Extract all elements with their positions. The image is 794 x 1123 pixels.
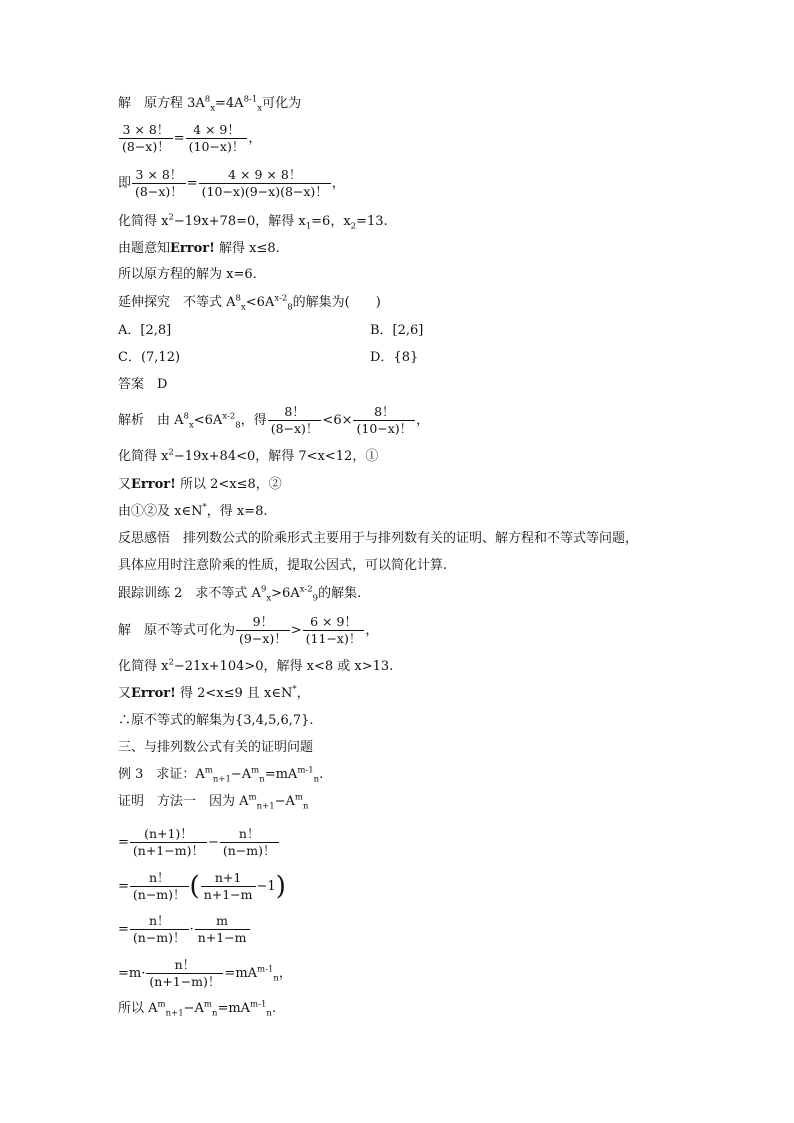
subscript: x: [188, 420, 194, 431]
text: =mA: [217, 1001, 251, 1016]
text: =6，x: [311, 214, 351, 229]
text: 证明 方法一 因为 A: [118, 794, 249, 809]
numerator: 3 × 8！: [132, 167, 186, 184]
reflection-line-1: 反思感悟 排列数公式的阶乘形式主要用于与排列数有关的证明、解方程和不等式等问题，: [118, 531, 639, 546]
text: 解 原方程 3A: [118, 96, 205, 111]
text: 解 原不等式可化为: [118, 623, 236, 638]
superscript: m-1: [257, 964, 274, 975]
simplify-line-12: [118, 448, 378, 466]
solution-line-1: [118, 95, 301, 113]
options-row-2: [118, 349, 678, 367]
text: 得 2<x≤9 且 x∈N: [175, 686, 293, 701]
denominator: (10−x)！: [356, 421, 413, 436]
reflection-line-2: 具体应用时注意阶乘的性质，提取公因式，可以简化计算.: [118, 558, 448, 573]
numerator: m: [195, 913, 250, 930]
text: 所以 A: [118, 1001, 158, 1016]
text: 又: [118, 686, 132, 701]
fraction: [119, 122, 173, 155]
superscript: 2: [168, 447, 174, 458]
denominator: (11−x)！: [305, 631, 362, 646]
subscript: n: [273, 973, 279, 984]
equals-sign: =: [118, 922, 129, 937]
equals-sign: =: [186, 176, 198, 191]
equation-line-3: [118, 167, 345, 200]
denominator: (n−m)！: [222, 843, 276, 858]
numerator: n！: [146, 957, 223, 974]
fraction: [353, 404, 415, 437]
text: <6A: [245, 295, 275, 310]
condition-line-13: [118, 476, 282, 494]
subscript: 8: [287, 302, 293, 313]
text: 延伸探究 不等式 A: [118, 295, 236, 310]
superscript: m: [294, 792, 303, 803]
fraction: [186, 122, 248, 155]
text: −1: [256, 879, 276, 894]
simplify-line-19: [118, 658, 393, 676]
dot: ·: [189, 922, 194, 937]
text: −A: [183, 1001, 204, 1016]
fraction: [220, 826, 279, 859]
text: 的解集为( ): [292, 295, 381, 310]
text: ，: [331, 176, 345, 191]
text: =m·: [118, 966, 146, 981]
fraction: [236, 614, 290, 647]
subscript: n: [211, 1008, 218, 1019]
text: >6A: [271, 586, 300, 601]
text: 所以 2<x≤8，②: [175, 477, 282, 492]
text: .: [319, 767, 324, 782]
text: 解析 由 A: [118, 413, 184, 428]
superscript: 2: [168, 212, 174, 223]
numerator: 3 × 8！: [119, 122, 173, 139]
option-b: B．[2,6]: [370, 323, 424, 338]
answer-line: 答案 D: [118, 377, 168, 392]
equals-sign: =: [118, 835, 129, 850]
text: 即: [118, 176, 132, 191]
fraction: [195, 913, 250, 946]
fraction: [146, 957, 223, 990]
condition-line-5: [118, 240, 280, 258]
proof-step-1: [118, 826, 280, 859]
superscript: x-2: [274, 293, 288, 304]
subscript: 2: [350, 221, 357, 232]
text: .: [271, 1001, 277, 1016]
error-marker: Error!: [131, 477, 176, 492]
numerator: 8！: [268, 404, 322, 421]
text: −19x+84<0，解得 7<x<12，①: [173, 449, 379, 464]
text: 由题意知: [118, 241, 171, 256]
superscript: m: [248, 792, 257, 803]
text: 例 3 求证：A: [118, 767, 205, 782]
numerator: 9！: [236, 614, 290, 631]
proof-step-4: [118, 957, 292, 990]
numerator: n+1: [201, 870, 256, 887]
numerator: n！: [130, 913, 189, 930]
text: =4A: [215, 96, 244, 111]
subscript: 1: [305, 221, 312, 232]
option-c: C．(7,12): [118, 350, 181, 365]
numerator: 4 × 9 × 8！: [199, 167, 331, 184]
superscript: m: [157, 999, 166, 1010]
denominator: (n+1−m)！: [132, 843, 204, 858]
denominator: n+1−m: [203, 887, 253, 902]
minus-sign: −: [207, 835, 219, 850]
denominator: (8−x)！: [270, 421, 319, 436]
text: <6×: [322, 413, 353, 428]
section-heading: 三、与排列数公式有关的证明问题: [118, 740, 314, 755]
text: −A: [274, 794, 295, 809]
superscript: *: [292, 684, 297, 695]
text: −21x+104>0，解得 x<8 或 x>13.: [173, 659, 394, 674]
fraction: [199, 167, 331, 200]
condition-line-20: [118, 685, 310, 703]
proof-step-3: [118, 913, 251, 946]
text: 可化为: [262, 96, 302, 111]
denominator: (n−m)！: [132, 930, 186, 945]
numerator: 6 × 9！: [303, 614, 365, 631]
superscript: m-1: [297, 765, 314, 776]
proof-step-2: [118, 870, 286, 903]
text: =mA: [224, 966, 258, 981]
text: =mA: [264, 767, 298, 782]
subscript: n: [313, 774, 320, 785]
numerator: 8！: [353, 404, 415, 421]
superscript: 9: [260, 584, 267, 595]
conclusion-line-21: ∴原不等式的解集为{3,4,5,6,7}.: [118, 713, 314, 728]
fraction: [303, 614, 365, 647]
denominator: (10−x)(9−x)(8−x)！: [201, 184, 328, 199]
subscript: n: [302, 801, 309, 812]
subscript: n+1: [165, 1008, 184, 1019]
denominator: (n+1−m)！: [149, 974, 221, 989]
superscript: 8-1: [243, 94, 258, 105]
right-paren: ): [275, 871, 286, 902]
superscript: m-1: [250, 999, 267, 1010]
denominator: (8−x)！: [135, 184, 183, 199]
superscript: m: [204, 765, 213, 776]
example-3-statement: [118, 766, 323, 784]
text: 化简得 x: [118, 449, 169, 464]
text: ，得 x=8.: [206, 504, 268, 519]
text: ，得: [240, 413, 267, 428]
text: <6A: [193, 413, 223, 428]
numerator: n！: [130, 870, 189, 887]
text: >: [290, 623, 302, 638]
superscript: 8: [204, 94, 211, 105]
equals-sign: =: [173, 131, 185, 146]
denominator: (8−x)！: [122, 139, 170, 154]
simplify-line-4: [118, 213, 388, 231]
fraction: [130, 913, 189, 946]
text: 化简得 x: [118, 214, 169, 229]
denominator: n+1−m: [197, 930, 247, 945]
extension-question: [118, 294, 381, 312]
training-solution: [118, 614, 378, 647]
superscript: *: [202, 502, 207, 513]
conclusion-line-6: 所以原方程的解为 x=6.: [118, 267, 257, 282]
conclusion-line-14: [118, 503, 267, 521]
subscript: x: [266, 593, 272, 604]
options-row-1: [118, 322, 678, 340]
option-d: D．{8}: [370, 350, 419, 365]
text: 跟踪训练 2 求不等式 A: [118, 586, 261, 601]
text: −19x+78=0，解得 x: [173, 214, 306, 229]
text: 化简得 x: [118, 659, 169, 674]
numerator: (n+1)！: [130, 826, 207, 843]
option-a: A．[2,8]: [118, 323, 172, 338]
subscript: x: [240, 302, 246, 313]
denominator: (n−m)！: [132, 887, 186, 902]
text: ，: [365, 623, 379, 638]
subscript: x: [257, 103, 263, 114]
fraction: [132, 167, 186, 200]
fraction: [268, 404, 322, 437]
error-marker: Error!: [170, 241, 215, 256]
subscript: n+1: [256, 801, 275, 812]
analysis-line: [118, 404, 429, 437]
denominator: (9−x)！: [239, 631, 287, 646]
text: ，: [248, 131, 262, 146]
proof-intro: [118, 793, 308, 811]
text: 由①②及 x∈N: [118, 504, 203, 519]
subscript: n: [259, 774, 265, 785]
equals-sign: =: [118, 879, 129, 894]
numerator: n！: [220, 826, 279, 843]
fraction: [201, 870, 256, 903]
training-question: [118, 585, 361, 603]
superscript: m: [203, 999, 212, 1010]
text: 解得 x≤8.: [214, 241, 280, 256]
superscript: 2: [168, 657, 174, 668]
text: ，: [296, 686, 310, 701]
text: ，: [278, 966, 292, 981]
subscript: n: [266, 1008, 272, 1019]
proof-conclusion: [118, 1000, 276, 1018]
equation-line-2: [118, 122, 261, 155]
text: =13.: [356, 214, 388, 229]
left-paren: (: [189, 871, 200, 902]
superscript: x-2: [222, 411, 236, 422]
fraction: [130, 826, 207, 859]
subscript: 9: [312, 593, 319, 604]
text: −A: [230, 767, 252, 782]
text: 的解集.: [318, 586, 362, 601]
superscript: 8: [235, 293, 241, 304]
subscript: 8: [235, 420, 241, 431]
superscript: 8: [183, 411, 189, 422]
fraction: [130, 870, 189, 903]
numerator: 4 × 9！: [186, 122, 248, 139]
text: ，: [416, 413, 430, 428]
error-marker: Error!: [131, 686, 176, 701]
superscript: x-2: [299, 584, 313, 595]
denominator: (10−x)！: [188, 139, 245, 154]
subscript: n+1: [212, 774, 231, 785]
text: 又: [118, 477, 132, 492]
subscript: x: [210, 103, 216, 114]
superscript: m: [251, 765, 260, 776]
